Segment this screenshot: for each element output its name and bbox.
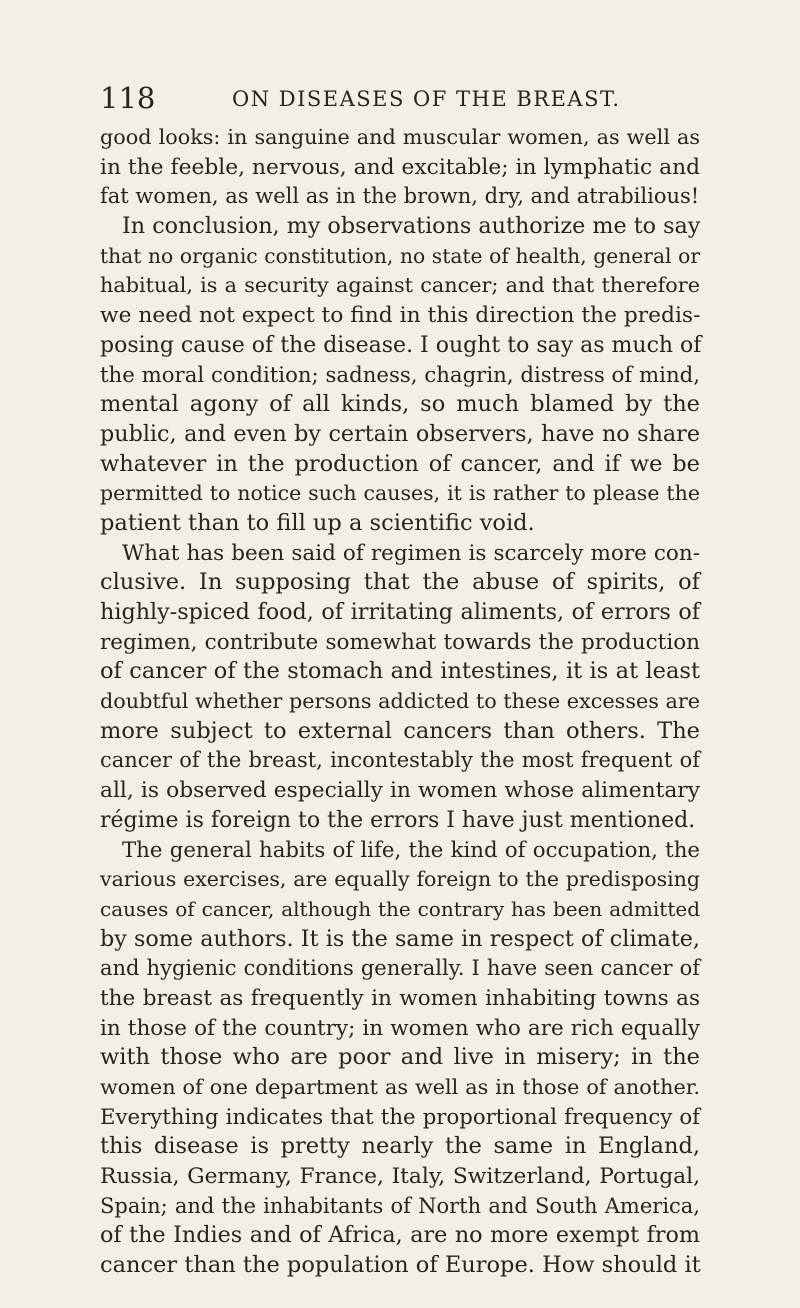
text-line: in those of the country; in women who are rich equally [100,1015,700,1041]
text-line: In conclusion, my observations authorize me to say [122,213,701,240]
text-line: doubtful whether persons addicted to these excesses are [100,689,701,714]
text-line: habitual, is a security against cancer; and that therefore [100,273,700,298]
running-title: ON DISEASES OF THE BREAST. [232,87,621,111]
text-line: with those who are poor and live in misery; in the [100,1044,700,1071]
text-line: public, and even by certain observers, have no share [100,420,700,447]
text-line: posing cause of the disease. I ought to say as much of [100,332,702,358]
text-line: regimen, contribute somewhat towards the production [100,629,700,655]
text-line: the moral condition; sadness, chagrin, distress of mind, [100,362,700,388]
text-line: of the Indies and of Africa, are no more exempt from [100,1222,700,1249]
text-line: causes of cancer, although the contrary has been admitted [100,896,700,921]
text-line: good looks: in sanguine and muscular women, as well as [100,125,700,149]
text-line: all, is observed especially in women whose alimentary [100,778,700,804]
text-line: the breast as frequently in women inhabiting towns as [100,985,700,1011]
text-line: that no organic constitution, no state of health, general or [100,243,700,268]
text-line: permitted to notice such causes, it is rather to please the [100,481,700,506]
text-line: more subject to external cancers than others. The [100,717,700,744]
text-line: régime is foreign to the errors I have just mentioned. [100,807,696,833]
text-line: The general habits of life, the kind of occupation, the [122,837,700,863]
text-line: highly-spiced food, of irritating aliments, of errors of [100,599,700,625]
page-header [100,80,700,116]
text-line: What has been said of regimen is scarcely more con- [122,540,700,566]
text-line: patient than to fill up a scientific void. [100,509,535,536]
text-line: clusive. In supposing that the abuse of spirits, of [100,569,700,596]
text-line: cancer of the breast, incontestably the most frequent of [100,748,700,773]
page-number: 118 [100,81,156,115]
text-line: whatever in the production of cancer, and if we be [100,450,700,477]
text-line: fat women, as well as in the brown, dry, and atrabilious! [100,184,700,209]
text-line: women of one department as well as in those of another. [100,1075,700,1099]
body-text [100,123,700,1281]
text-line: in the feeble, nervous, and excitable; in lymphatic and [100,154,700,180]
text-line: by some authors. It is the same in respect of climate, [100,925,700,952]
text-line: of cancer of the stomach and intestines, it is at least [100,658,700,685]
text-line: this disease is pretty nearly the same in England, [100,1133,700,1160]
text-line: we need not expect to find in this direction the predis- [100,303,701,329]
text-line: and hygienic conditions generally. I have seen cancer of [100,956,700,981]
text-line: Russia, Germany, France, Italy, Switzerland, Portugal, [100,1164,700,1190]
text-line: mental agony of all kinds, so much blamed by the [100,391,700,418]
text-line: Everything indicates that the proportional frequency of [100,1104,700,1130]
text-line: Spain; and the inhabitants of North and South America, [100,1193,700,1218]
text-line: various exercises, are equally foreign to the predisposing [100,867,700,892]
text-line: cancer than the population of Europe. How should it [100,1252,701,1279]
